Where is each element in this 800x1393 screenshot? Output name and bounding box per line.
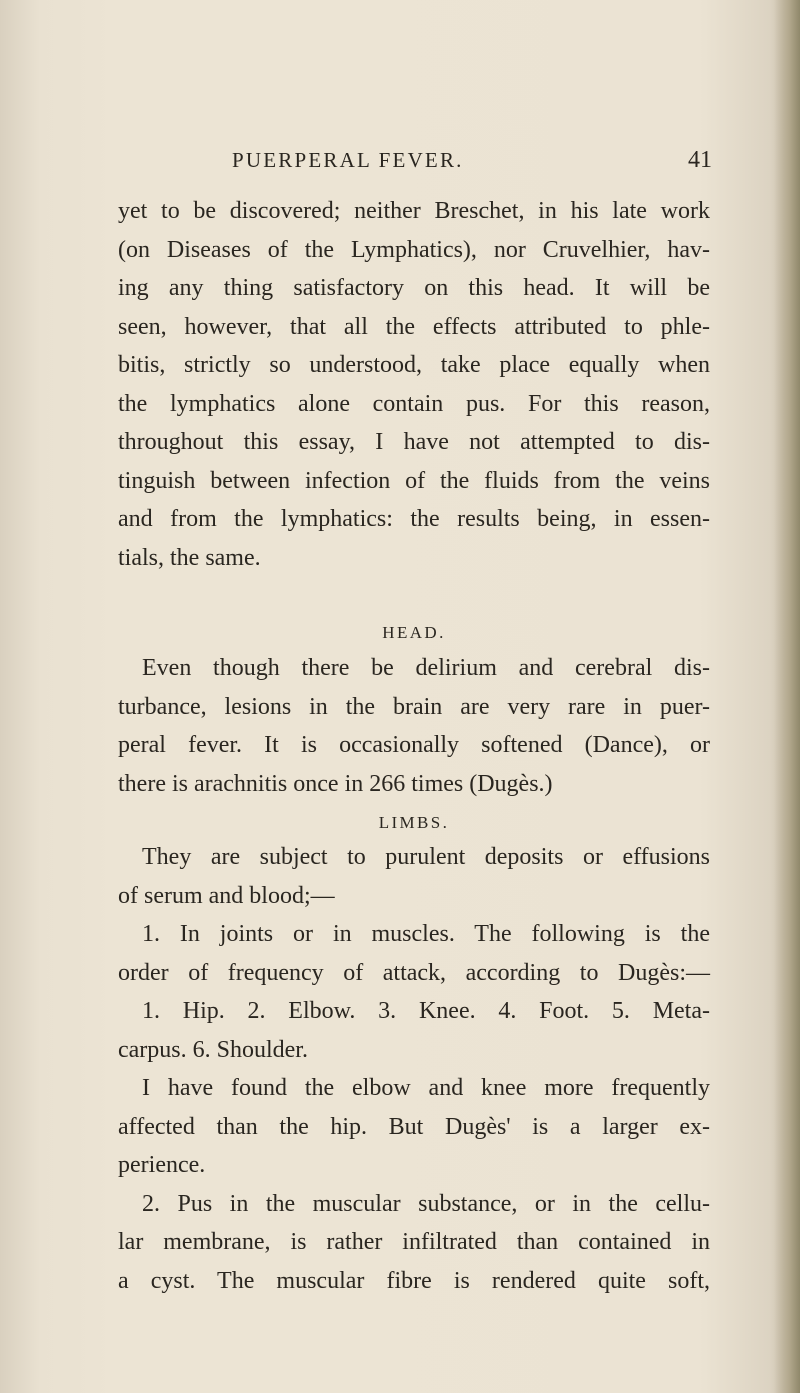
text-line: ing any thing satisfactory on this head. It will be [118, 275, 710, 301]
running-title: PUERPERAL FEVER. [232, 148, 464, 172]
text-line: carpus. 6. Shoulder. [118, 1036, 308, 1063]
text-line: a cyst. The muscular fibre is rendered quite soft, [118, 1267, 710, 1294]
page-edge-shadow [774, 0, 800, 1393]
text-line: 2. Pus in the muscular substance, or in the cellu- [142, 1190, 710, 1217]
text-line: They are subject to purulent deposits or effusions [142, 844, 710, 870]
text-line: the lymphatics alone contain pus. For this reason, [118, 390, 710, 417]
text-line: Even though there be delirium and cerebral dis- [142, 655, 710, 681]
text-line: order of frequency of attack, according to Dugès:— [118, 959, 710, 986]
text-line: I have found the elbow and knee more frequently [142, 1075, 710, 1101]
text-line: and from the lymphatics: the results being, in essen- [118, 506, 710, 532]
text-line: bitis, strictly so understood, take place equally when [118, 352, 710, 378]
section-heading-limbs: LIMBS. [378, 813, 450, 832]
text-line: yet to be discovered; neither Breschet, in his late work [118, 198, 710, 224]
text-line: perience. [118, 1152, 206, 1178]
text-line: of serum and blood;— [118, 882, 335, 909]
page-number: 41 [688, 147, 712, 173]
text-line: 1. In joints or in muscles. The following is the [142, 921, 710, 947]
page-header [232, 140, 712, 180]
text-line: (on Diseases of the Lymphatics), nor Cruvelhier, hav- [118, 236, 710, 263]
text-line: turbance, lesions in the brain are very rare in puer- [118, 693, 710, 720]
paragraph-intro [118, 192, 710, 577]
text-line: there is arachnitis once in 266 times (Dugès.) [118, 770, 553, 797]
text-line: affected than the hip. But Dugès' is a larger ex- [118, 1113, 710, 1140]
paragraph-limbs [118, 838, 710, 1300]
text-line: tinguish between infection of the fluids from the veins [118, 467, 710, 494]
section-heading-head: HEAD. [382, 623, 446, 642]
text-line: seen, however, that all the effects attributed to phle- [118, 313, 710, 340]
text-line: peral fever. It is occasionally softened (Dance), or [118, 732, 710, 758]
text-line: lar membrane, is rather infiltrated than contained in [118, 1229, 710, 1255]
text-line: tials, the same. [118, 544, 261, 571]
text-line: 1. Hip. 2. Elbow. 3. Knee. 4. Foot. 5. Meta- [142, 998, 710, 1024]
text-line: throughout this essay, I have not attempted to dis- [118, 429, 710, 455]
paragraph-head [118, 649, 710, 803]
